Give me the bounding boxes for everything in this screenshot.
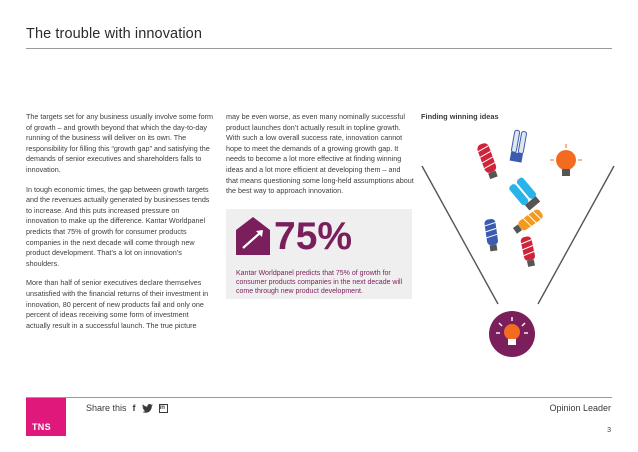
- share-bar: [86, 403, 168, 413]
- title-divider: [26, 48, 612, 49]
- body-column-1: [26, 112, 214, 340]
- page-number: 3: [607, 427, 611, 434]
- body-column-2: [226, 112, 414, 206]
- page-title: The trouble with innovation: [26, 26, 202, 42]
- stat-value: 75%: [274, 215, 353, 258]
- glowing-lightbulb-icon: [488, 310, 536, 358]
- stat-caption: Kantar Worldpanel predicts that 75% of growth for consumer products companies in the next decade will come through new product development.: [236, 270, 403, 295]
- tns-logo: [26, 398, 66, 436]
- stat-callout: [226, 209, 412, 299]
- section-heading: Finding winning ideas: [421, 112, 499, 121]
- logo-text: TNS: [32, 422, 51, 432]
- paragraph: More than half of senior executives declare themselves unsatisfied with the financial returns of their investment in innovation, 80 percent of new products fail and only one percent of ideas receiving some form of investment actually result in a successful launch. The true picture: [26, 278, 209, 330]
- twitter-icon[interactable]: [142, 404, 153, 413]
- paragraph: may be even worse, as even many nominally successful product launches don’t actually result in topline growth. With such a low overall success rate, innovation cannot hope to meet the demands of a growing growth gap. It needs to become a lot more effective at finding winning ideas and a lot more efficient at developing them – and that means questioning some long-held assumptions about the best way to approach innovation.: [226, 112, 414, 196]
- paragraph: The targets set for any business usually involve some form of growth – and growth beyond that which the day-to-day running of the business will deliver on its own. The responsibility for filling this “growth gap” and satisfying the demands of senior executives and shareholders falls to innovation.: [26, 112, 213, 174]
- brand-label: Opinion Leader: [549, 403, 611, 413]
- footer-divider: [26, 397, 612, 398]
- paragraph: In tough economic times, the gap between growth targets and the revenues actually generated by businesses tends to increase. And this puts increased pressure on innovation to make up the difference. Kantar Worldpanel predicts that 75% of growth for consumer products companies in the next decade will come through new product development. That’s a lot on innovation’s shoulders.: [26, 184, 210, 268]
- house-growth-arrow-icon: [235, 216, 271, 256]
- linkedin-icon[interactable]: in: [159, 404, 168, 413]
- share-label: Share this: [86, 403, 127, 413]
- facebook-icon[interactable]: f: [132, 403, 136, 413]
